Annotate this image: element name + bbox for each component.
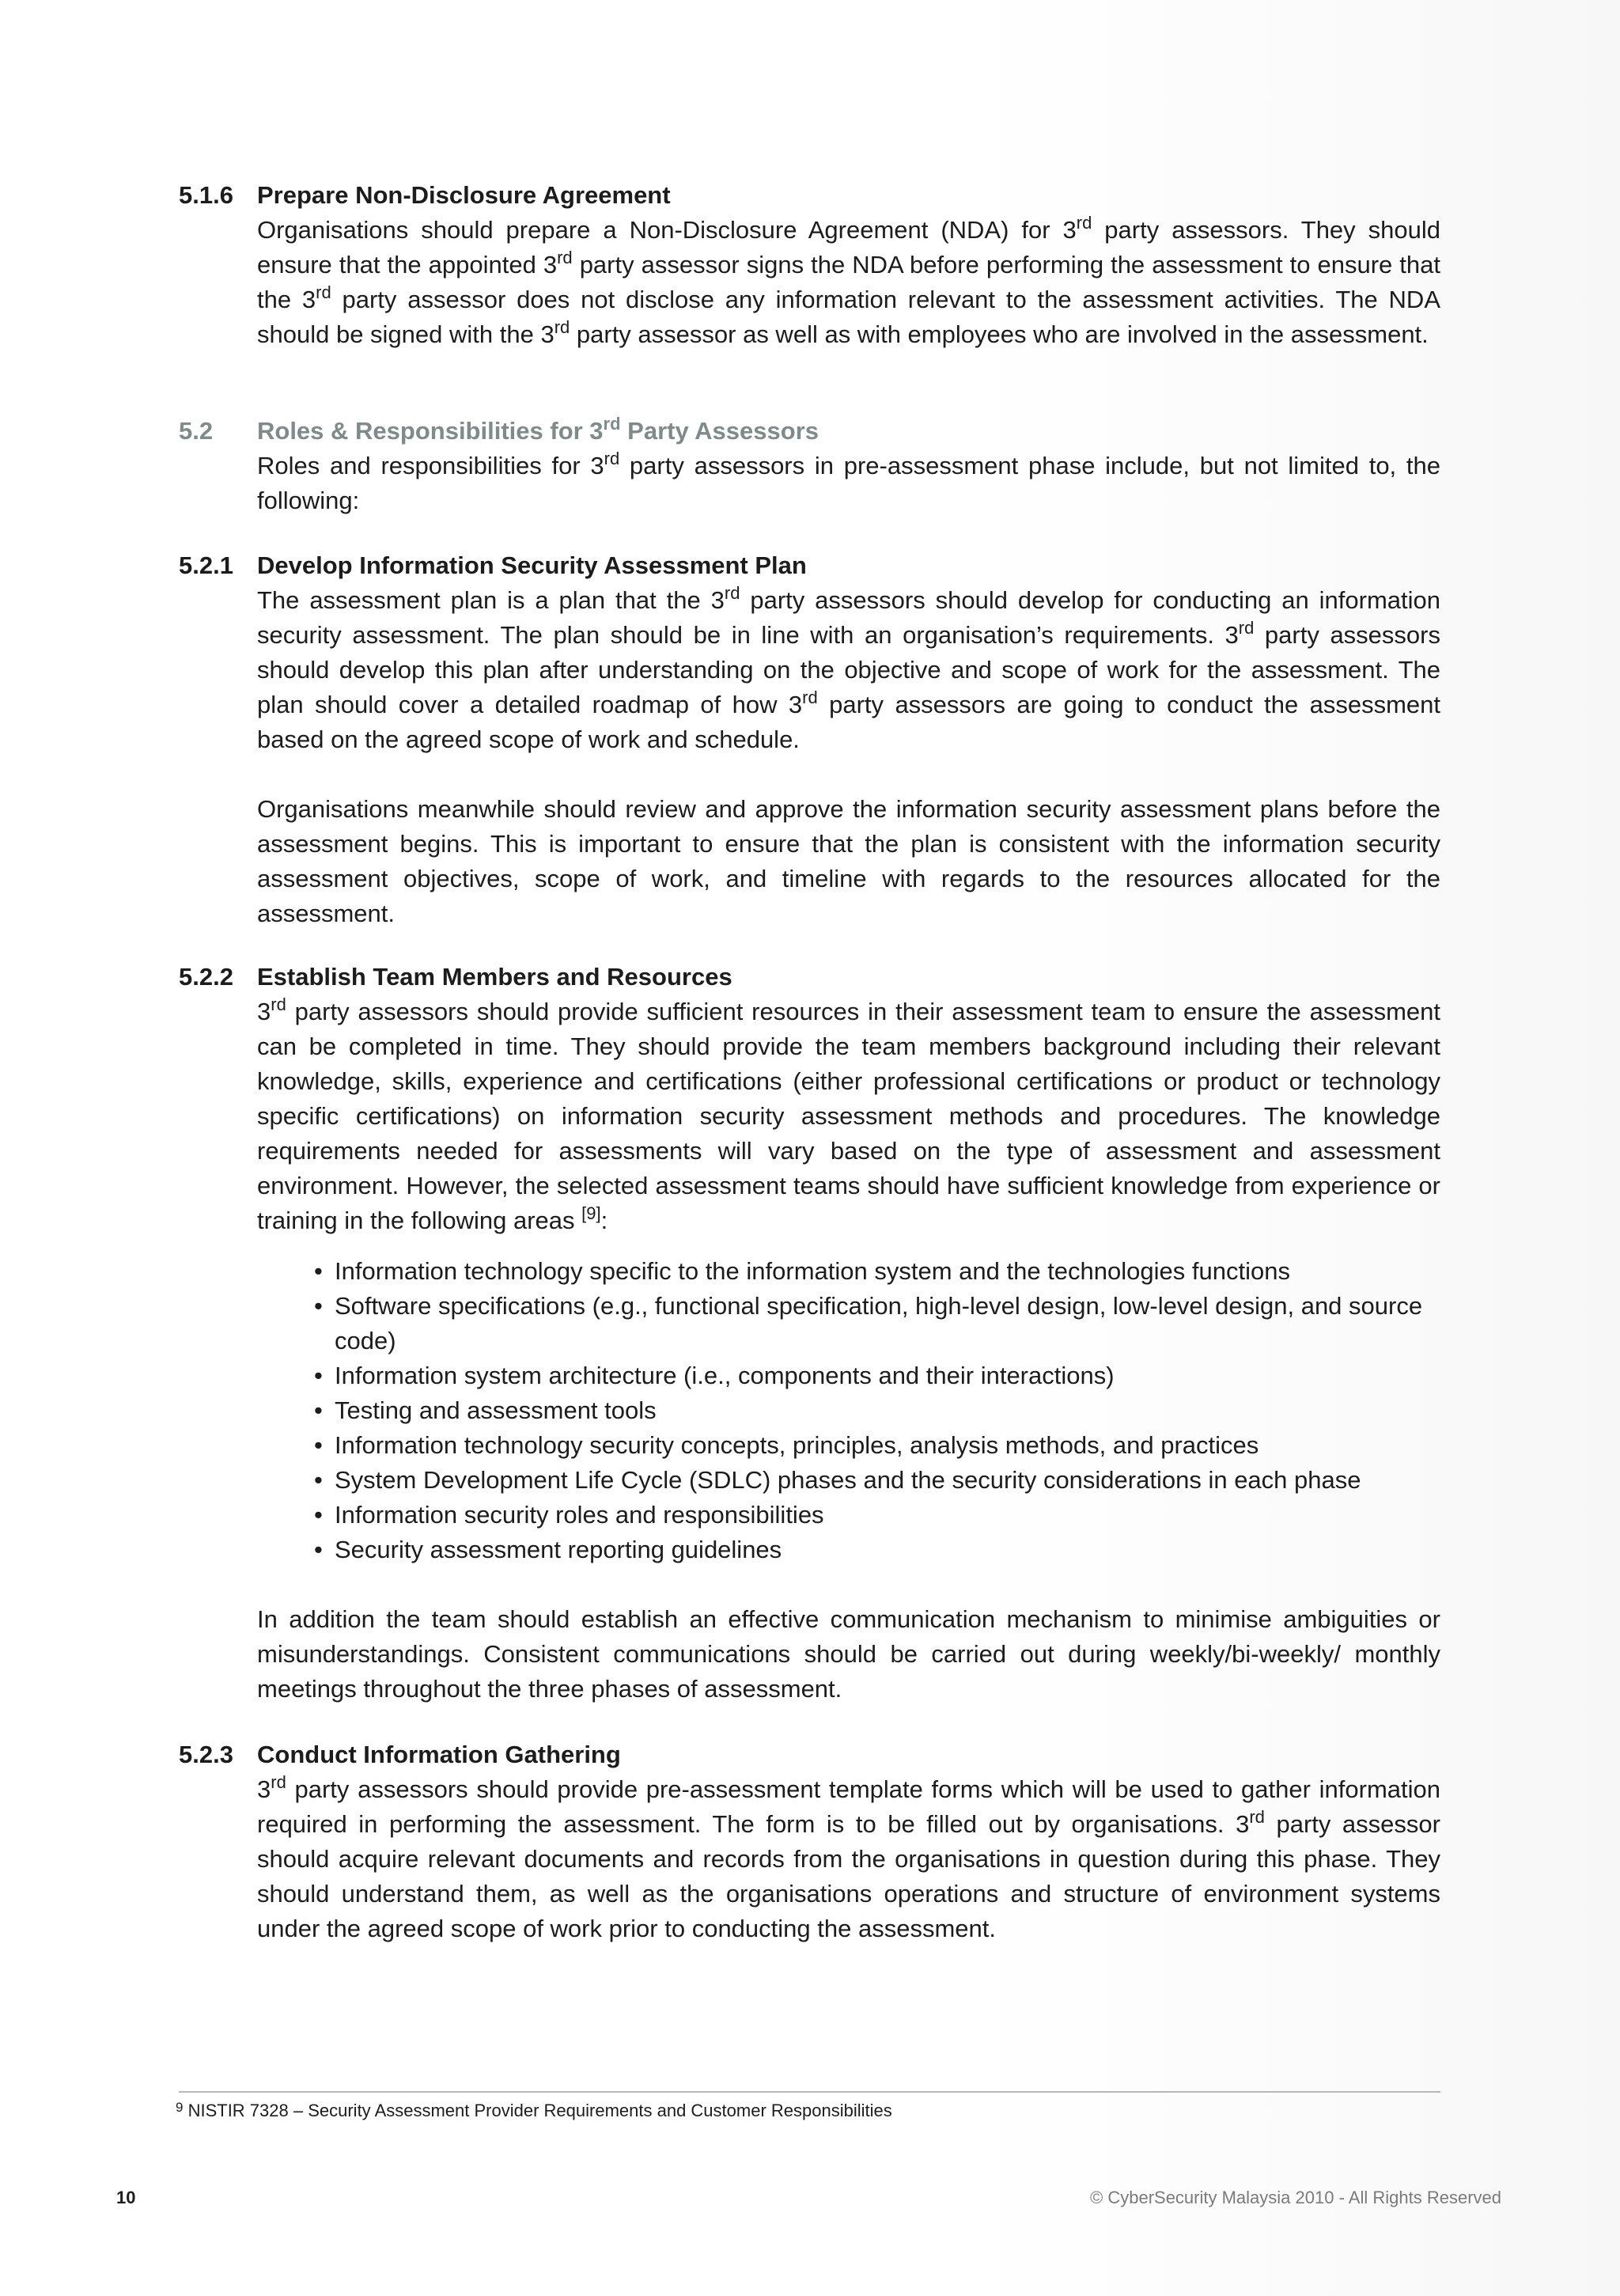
section-5-2-3	[179, 1737, 1440, 1946]
list-item: • Information technology specific to the information system and the technologies functions	[335, 1254, 1440, 1289]
paragraph: Organisations meanwhile should review and approve the information security assessment plans before the assessment begins. This is important to ensure that the plan is consistent with the information security assessment objectives, scope of work, and timeline with regards to the resources allocated for the assessment.	[257, 795, 1440, 927]
section-title: Prepare Non-Disclosure Agreement	[257, 181, 671, 209]
section-title: Develop Information Security Assessment Plan	[257, 551, 807, 579]
paragraph: 3rd party assessors should provide pre-assessment template forms which will be used to gather information required in performing the assessment. The form is to be filled out by organisations. 3rd party assessor should acquire relevant documents and records from the organisations in question during this phase. They should understand them, as well as the organisations operations and structure of environment systems under the agreed scope of work prior to conducting the assessment.	[257, 1772, 1440, 1942]
list-item: • Security assessment reporting guidelines	[335, 1533, 1440, 1567]
section-number: 5.2	[179, 417, 214, 445]
list-item: • Information technology security concepts, principles, analysis methods, and practices	[335, 1428, 1440, 1463]
section-title: Conduct Information Gathering	[257, 1741, 621, 1768]
paragraph: In addition the team should establish an effective communication mechanism to minimise ambiguities or misunderstandings. Consistent communications should be carried out during weekly/bi-weekly/ monthly meetings throughout the three phases of assessment.	[257, 1605, 1440, 1703]
section-5-1-6	[179, 178, 1440, 352]
section-heading	[179, 1737, 1440, 1772]
paragraph: Roles and responsibilities for 3rd party assessors in pre-assessment phase include, but not limited to, the following:	[257, 449, 1440, 514]
paragraph: 3rd party assessors should provide sufficient resources in their assessment team to ensure the assessment can be completed in time. They should provide the team members background including their relevant knowledge, skills, experience and certifications (either professional certifications or product or technology specific certifications) on information security assessment methods and procedures. The knowledge requirements needed for assessments will vary based on the type of assessment and assessment environment. However, the selected assessment teams should have sufficient knowledge from experience or training in the following areas [9]:	[257, 995, 1440, 1234]
section-body	[257, 449, 1440, 518]
bullet-list	[257, 1254, 1440, 1567]
section-number: 5.1.6	[179, 181, 233, 209]
section-title: Roles & Responsibilities for 3rd Party Assessors	[257, 414, 819, 445]
section-heading	[179, 178, 1440, 213]
section-body	[257, 1772, 1440, 1946]
section-5-2-1	[179, 548, 1440, 931]
paragraph: The assessment plan is a plan that the 3rd party assessors should develop for conducting an information security assessment. The plan should be in line with an organisation’s requirements. 3rd party assessors should develop this plan after understanding on the objective and scope of work for the assessment. The plan should cover a detailed roadmap of how 3rd party assessors are going to conduct the assessment based on the agreed scope of work and schedule.	[257, 583, 1440, 753]
page-number: 10	[116, 2188, 136, 2207]
section-number: 5.2.2	[179, 963, 233, 991]
list-item: • Information system architecture (i.e., components and their interactions)	[335, 1358, 1440, 1393]
footnote-text: NISTIR 7328 – Security Assessment Provider Requirements and Customer Responsibilities	[183, 2101, 892, 2120]
list-item: • Information security roles and responsibilities	[335, 1498, 1440, 1533]
section-body	[257, 213, 1440, 352]
list-item: • Software specifications (e.g., functional specification, high-level design, low-level design, and source code)	[335, 1289, 1440, 1358]
footnote-divider	[179, 2091, 1440, 2093]
section-5-2-2	[179, 960, 1440, 1707]
section-5-2	[179, 414, 1440, 518]
list-item: • Testing and assessment tools	[335, 1393, 1440, 1428]
list-item: • System Development Life Cycle (SDLC) phases and the security considerations in each phase	[335, 1463, 1440, 1498]
section-number: 5.2.3	[179, 1741, 233, 1768]
section-body	[257, 583, 1440, 931]
footnote	[176, 2099, 892, 2123]
section-body	[257, 995, 1440, 1707]
section-number: 5.2.1	[179, 551, 233, 579]
footnote-number: 9	[176, 2100, 184, 2115]
copyright-notice: © CyberSecurity Malaysia 2010 - All Rights Reserved	[1090, 2188, 1501, 2207]
section-heading	[179, 548, 1440, 583]
section-heading	[179, 960, 1440, 995]
section-title: Establish Team Members and Resources	[257, 963, 732, 991]
section-heading	[179, 414, 1440, 449]
paragraph: Organisations should prepare a Non-Disclosure Agreement (NDA) for 3rd party assessors. They should ensure that the appointed 3rd party assessor signs the NDA before performing the assessment to ensure that the 3rd party assessor does not disclose any information relevant to the assessment activities. The NDA should be signed with the 3rd party assessor as well as with employees who are involved in the assessment.	[257, 213, 1441, 348]
